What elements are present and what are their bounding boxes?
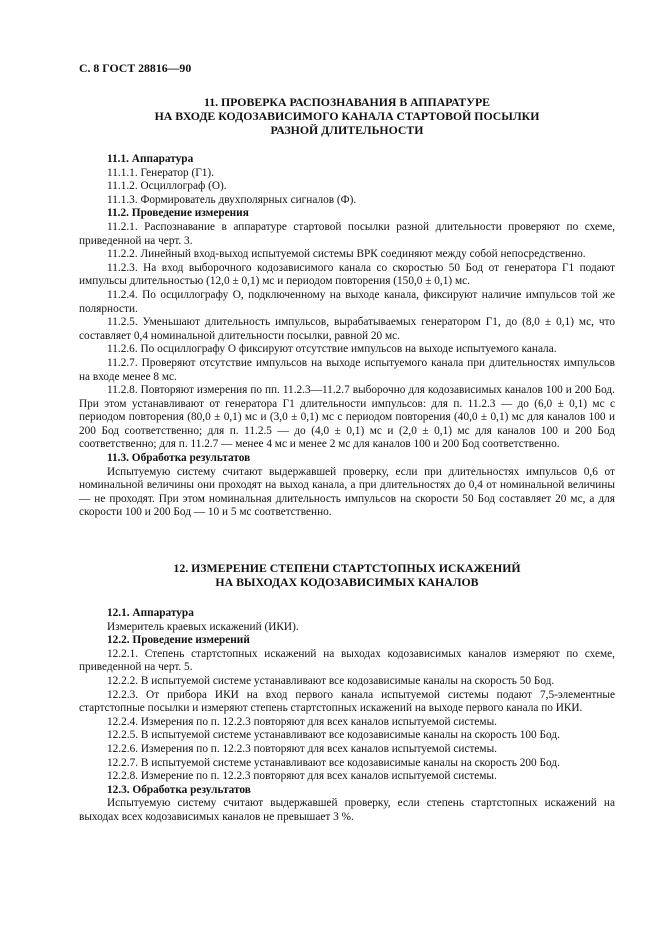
section-title-line: НА ВХОДЕ КОДОЗАВИСИМОГО КАНАЛА СТАРТОВОЙ ПОСЫЛКИ	[154, 109, 540, 123]
paragraph: 12.2.6. Измерения по п. 12.2.3 повторяют для всех каналов испытуемой системы.	[107, 742, 497, 755]
paragraph: 12.2.5. В испытуемой системе устанавливают все кодозависимые каналы на скорость 100 Бод.	[107, 729, 560, 742]
section-title-line: 12. ИЗМЕРЕНИЕ СТЕПЕНИ СТАРТСТОПНЫХ ИСКАЖЕНИЙ	[173, 561, 521, 575]
paragraph: 11.1.3. Формирователь двухполярных сигналов (Ф).	[107, 193, 357, 206]
section-12	[79, 561, 615, 825]
paragraph: 11.2.1. Распознавание в аппаратуре стартовой посылки разной длительности проверяют по схеме, приведенной на черт. 3.	[79, 220, 615, 247]
paragraph: Измеритель краевых искажений (ИКИ).	[107, 620, 299, 633]
section-12-title	[79, 561, 615, 589]
page-header: С. 8 ГОСТ 28816—90	[79, 61, 192, 75]
paragraph: 12.2.8. Измерение по п. 12.2.3 повторяют для всех каналов испытуемой системы.	[107, 770, 497, 783]
section-title-line: 11. ПРОВЕРКА РАСПОЗНАВАНИЯ В АППАРАТУРЕ	[203, 95, 491, 109]
paragraph: Испытуемую систему считают выдержавшей проверку, если при длительностях импульсов 0,6 от номинальной величины они проходят на выход канала, а при длительностях до 0,4 от номинальной величины — не проходят. При этом номинальная длительность импульсов на скорости 50 Бод составляет 20 мс, а для скорости 100 и 200 Бод — 10 и 5 мс соответственно.	[79, 465, 615, 519]
paragraph: 12.2.2. В испытуемой системе устанавливают все кодозависимые каналы на скорость 50 Бод.	[107, 674, 555, 687]
paragraph: 12.2.3. От прибора ИКИ на вход первого канала испытуемой системы подают 7,5-элементные стартстопные посылки и измеряют степень стартстопных искажений на выходе первого канала по ИКИ.	[79, 688, 615, 715]
paragraph: 11.2.2. Линейный вход-выход испытуемой системы ВРК соединяют между собой непосредственно.	[107, 248, 586, 261]
paragraph: Испытуемую систему считают выдержавшей проверку, если степень стартстопных искажений на выходах всех кодозависимых каналов не превышает 3 %.	[79, 797, 615, 823]
section-11	[79, 95, 615, 520]
paragraph: 11.1.2. Осциллограф (О).	[107, 180, 227, 193]
paragraph: 12.2.1. Степень стартстопных искажений на выходах кодозависимых каналов измеряют по схеме, приведенной на черт. 5.	[79, 647, 615, 674]
subsection-heading: 12.3. Обработка результатов	[107, 783, 251, 796]
section-title-line: РАЗНОЙ ДЛИТЕЛЬНОСТИ	[270, 123, 424, 137]
paragraph: 11.2.3. На вход выборочного кодозависимого канала со скоростью 50 Бод от генератора Г1 подают импульсы длительностью (12,0 ± 0,1) мс и периодом повторения (150,0 ± 0,1) мс.	[79, 261, 615, 288]
paragraph: 11.2.8. Повторяют измерения по пп. 11.2.3—11.2.7 выборочно для кодозависимых каналов 100 и 200 Бод. При этом устанавливают от генератора Г1 длительности импульсов: для п. 11.2.3 — до (6,0 ± 0,1) мс с периодом повторения (80,0 ± 0,1) мс и (3,0 ± 0,1) мс с периодом повторения (40,0 ± 0,1) мс для каналов 100 и 200 Бод соответственно; для п. 11.2.5 — до (4,0 ± 0,1) мс и (2,0 ± 0,1) мс для каналов 100 и 200 Бод соответственно; для п. 11.2.7 — менее 4 мс и менее 2 мс для каналов 100 и 200 Бод соответственно.	[79, 384, 615, 451]
paragraph: 12.2.4. Измерения по п. 12.2.3 повторяют для всех каналов испытуемой системы.	[107, 715, 497, 728]
paragraph: 12.2.7. В испытуемой системе устанавливают все кодозависимые каналы на скорость 200 Бод.	[107, 756, 560, 769]
subsection-heading: 11.2. Проведение измерения	[107, 207, 249, 220]
paragraph: 11.1.1. Генератор (Г1).	[107, 166, 215, 179]
paragraph: 11.2.6. По осциллографу О фиксируют отсутствие импульсов на выходе испытуемого канала.	[107, 343, 557, 356]
subsection-heading: 12.2. Проведение измерений	[107, 634, 250, 647]
paragraph: 11.2.7. Проверяют отсутствие импульсов на выходе испытуемого канала при длительностях импульсов на входе менее 8 мс.	[79, 356, 615, 383]
subsection-heading: 11.1. Аппаратура	[107, 153, 194, 165]
section-title-line: НА ВЫХОДАХ КОДОЗАВИСИМЫХ КАНАЛОВ	[215, 575, 479, 589]
subsection-heading: 12.1. Аппаратура	[107, 607, 194, 619]
subsection-heading: 11.3. Обработка результатов	[107, 452, 251, 465]
paragraph: 11.2.5. Уменьшают длительность импульсов, вырабатываемых генератором Г1, до (8,0 ± 0,1) мс, что составляет 0,4 номинальной длительности посылки, равной 20 мс.	[79, 316, 615, 342]
section-11-title	[79, 95, 615, 137]
paragraph: 11.2.4. По осциллографу О, подключенному на выходе канала, фиксируют наличие импульсов той же полярности.	[79, 288, 615, 315]
